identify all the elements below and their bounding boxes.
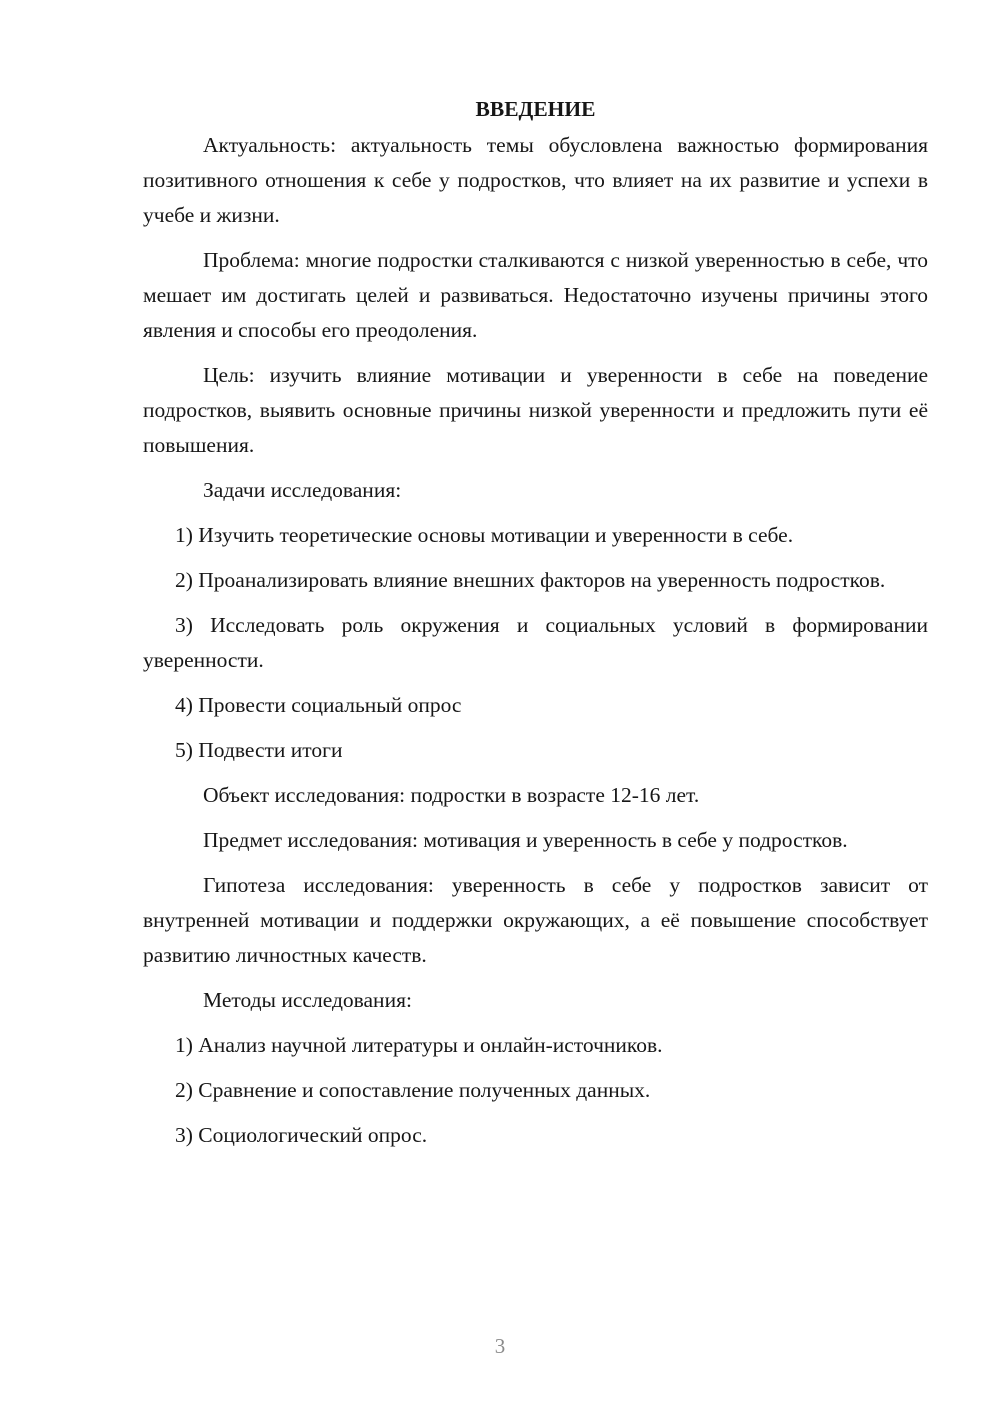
paragraph-goal: Цель: изучить влияние мотивации и уверенности в себе на поведение подростков, выявить основные причины низкой уверенности и предложить пути её повышения. <box>143 363 928 457</box>
list-item-task-4: 4) Провести социальный опрос <box>175 693 462 717</box>
page-title: ВВЕДЕНИЕ <box>475 97 596 121</box>
paragraph-methods-heading: Методы исследования: <box>203 988 412 1012</box>
paragraph-object: Объект исследования: подростки в возрасте 12-16 лет. <box>203 783 700 807</box>
paragraph-tasks-heading: Задачи исследования: <box>203 478 402 502</box>
paragraph-subject: Предмет исследования: мотивация и уверенность в себе у подростков. <box>203 828 848 852</box>
document-page <box>143 92 928 1163</box>
list-item-method-2: 2) Сравнение и сопоставление полученных данных. <box>175 1078 651 1102</box>
list-item-method-3: 3) Социологический опрос. <box>175 1123 428 1147</box>
paragraph-problem: Проблема: многие подростки сталкиваются с низкой уверенностью в себе, что мешает им достигать целей и развиваться. Недостаточно изучены причины этого явления и способы его преодоления. <box>143 248 928 342</box>
list-item-task-2: 2) Проанализировать влияние внешних факторов на уверенность подростков. <box>175 568 886 592</box>
list-item-method-1: 1) Анализ научной литературы и онлайн-источников. <box>175 1033 663 1057</box>
page-number: 3 <box>494 1334 506 1358</box>
paragraph-relevance: Актуальность: актуальность темы обусловлена важностью формирования позитивного отношения к себе у подростков, что влияет на их развитие и успехи в учебе и жизни. <box>143 133 928 227</box>
list-item-task-5: 5) Подвести итоги <box>175 738 343 762</box>
list-item-task-3: 3) Исследовать роль окружения и социальных условий в формировании уверенности. <box>143 613 928 672</box>
paragraph-hypothesis: Гипотеза исследования: уверенность в себе у подростков зависит от внутренней мотивации и поддержки окружающих, а её повышение способствует развитию личностных качеств. <box>143 873 928 967</box>
list-item-task-1: 1) Изучить теоретические основы мотивации и уверенности в себе. <box>175 523 794 547</box>
